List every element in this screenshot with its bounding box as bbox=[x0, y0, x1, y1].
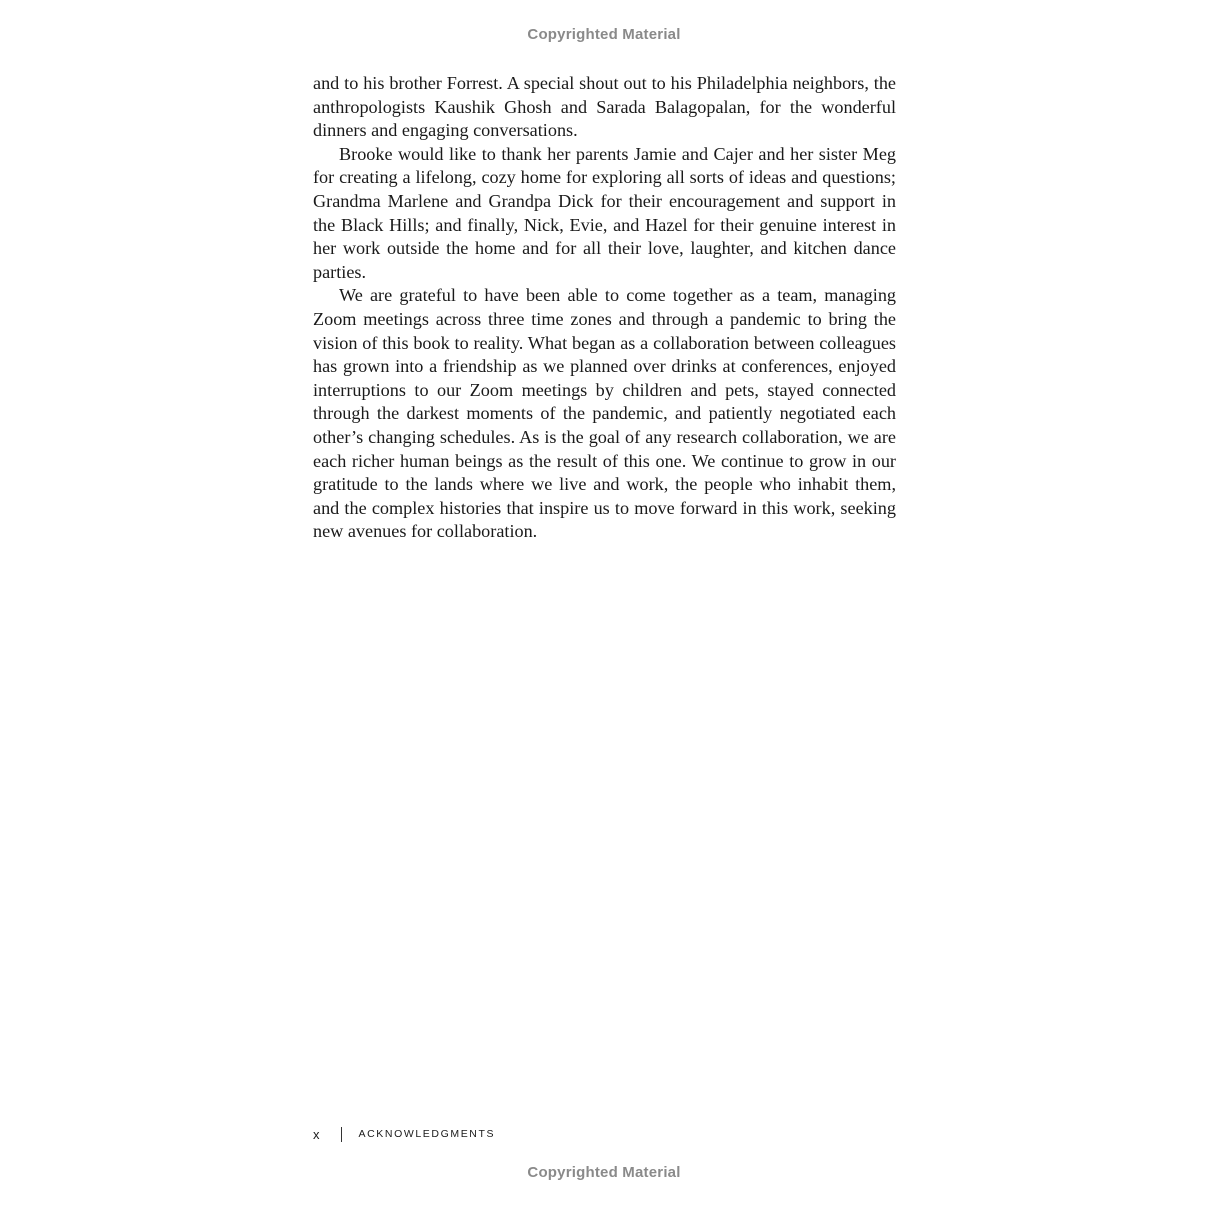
page-number: x bbox=[313, 1126, 321, 1142]
paragraph-continued: and to his brother Forrest. A special shout out to his Philadelphia neighbors, the anthropologists Kaushik Ghosh and Sarada Balagopalan, for the wonderful dinners and engaging conversations. bbox=[313, 73, 896, 141]
running-head: ACKNOWLEDGMENTS bbox=[358, 1128, 496, 1140]
footer-divider bbox=[341, 1127, 342, 1142]
copyright-watermark-bottom: Copyrighted Material bbox=[527, 1164, 681, 1181]
paragraph-brooke-thanks: Brooke would like to thank her parents Jamie and Cajer and her sister Meg for creating a lifelong, cozy home for exploring all sorts of ideas and questions; Grandma Marlene and Grandpa Dick for their encouragement and support in the Black Hills; and finally, Nick, Evie, and Hazel for their genuine interest in her work outside the home and for all their love, laughter, and kitchen dance parties. bbox=[313, 143, 896, 282]
page-footer bbox=[313, 1125, 495, 1143]
copyright-watermark-top: Copyrighted Material bbox=[527, 26, 681, 43]
paragraph-team-thanks: We are grateful to have been able to come together as a team, managing Zoom meetings across three time zones and through a pandemic to bring the vision of this book to reality. What began as a collaboration between colleagues has grown into a friendship as we planned over drinks at conferences, enjoyed interruptions to our Zoom meetings by children and pets, stayed connected through the darkest moments of the pandemic, and patiently negotiated each other’s changing schedules. As is the goal of any research collaboration, we are each richer human beings as the result of this one. We continue to grow in our gratitude to the lands where we live and work, the people who inhabit them, and the complex histories that inspire us to move forward in this work, seeking new avenues for collaboration. bbox=[313, 285, 896, 542]
acknowledgments-body bbox=[313, 72, 896, 544]
